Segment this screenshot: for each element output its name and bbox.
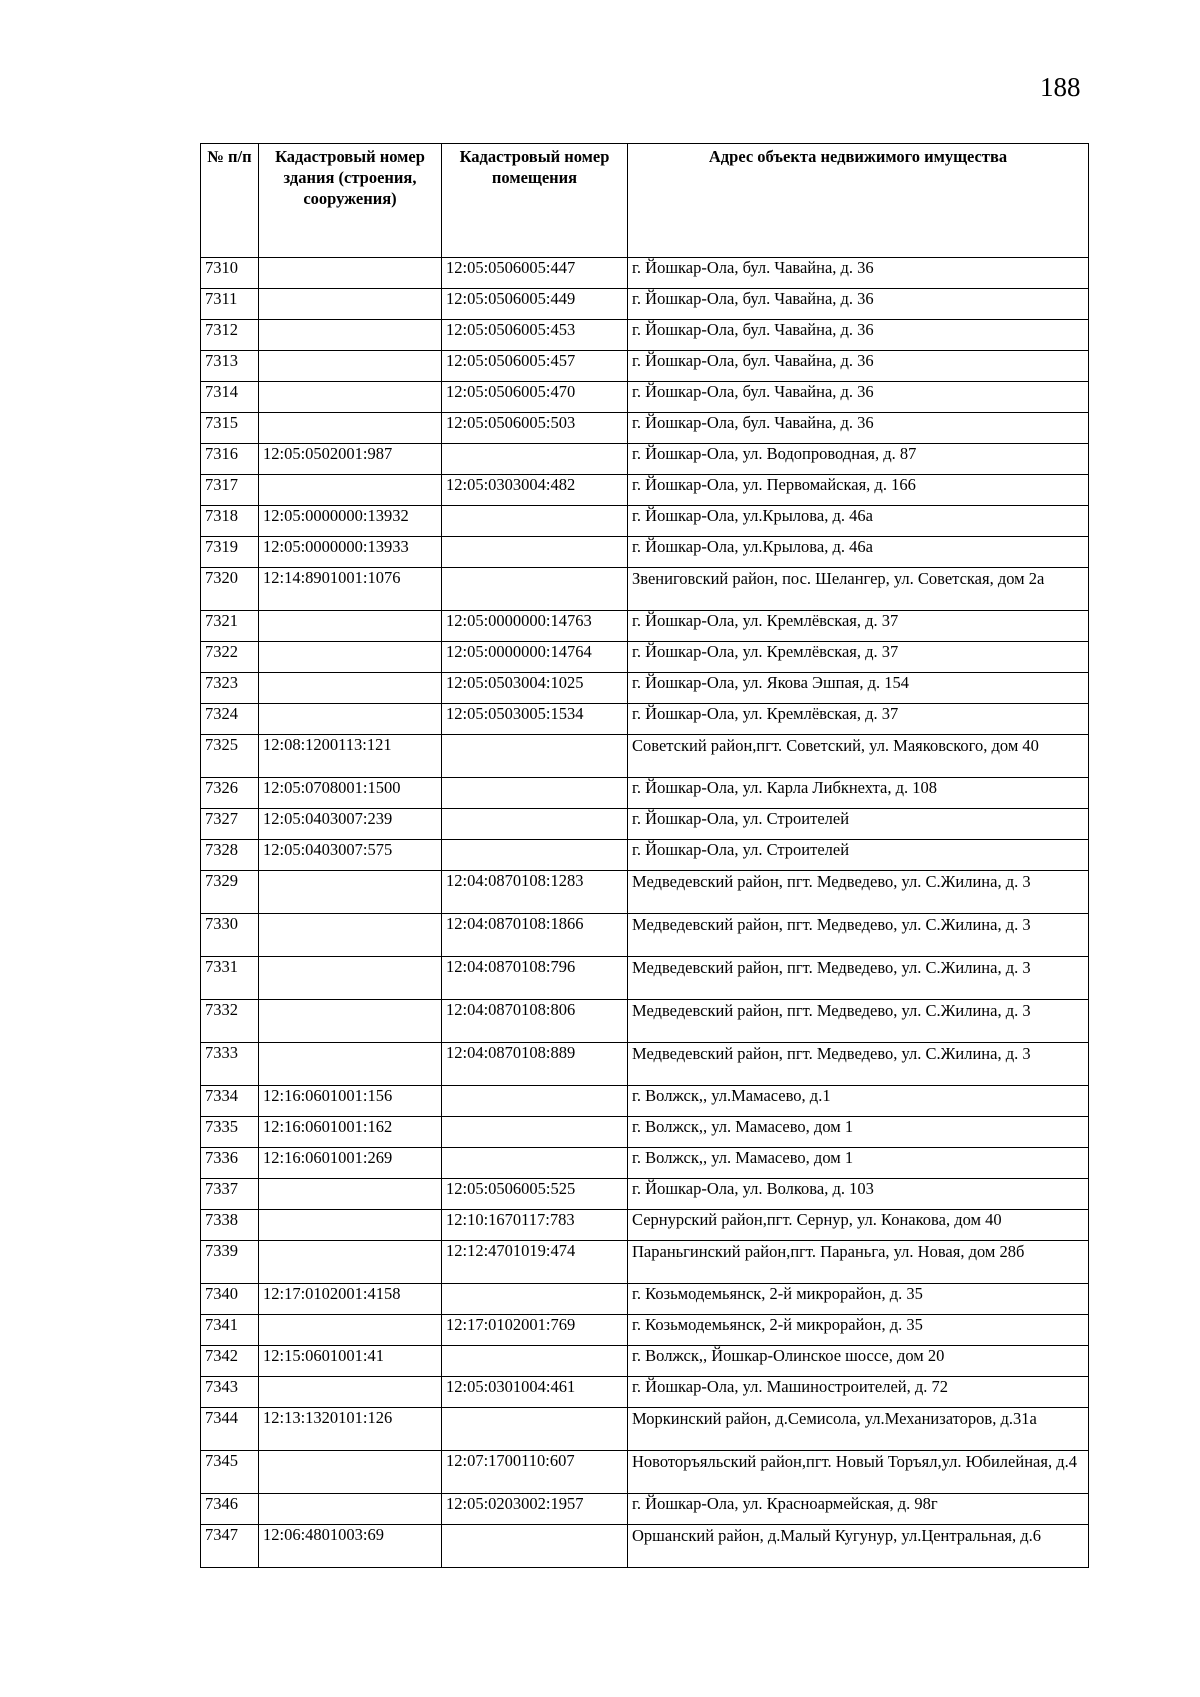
property-address: г. Йошкар-Ола, бул. Чавайна, д. 36 bbox=[628, 289, 1089, 320]
building-cadastral-number: 12:16:0601001:269 bbox=[259, 1148, 442, 1179]
building-cadastral-number: 12:05:0708001:1500 bbox=[259, 778, 442, 809]
property-address: г. Волжск,, ул. Мамасево, дом 1 bbox=[628, 1148, 1089, 1179]
row-number: 7314 bbox=[201, 382, 259, 413]
building-cadastral-number bbox=[259, 413, 442, 444]
property-address: Медведевский район, пгт. Медведево, ул. С.Жилина, д. 3 bbox=[628, 914, 1089, 957]
building-cadastral-number bbox=[259, 1494, 442, 1525]
table-row bbox=[201, 735, 1089, 778]
room-cadastral-number bbox=[442, 568, 628, 611]
table-row bbox=[201, 289, 1089, 320]
room-cadastral-number bbox=[442, 1117, 628, 1148]
table-body bbox=[201, 258, 1089, 1568]
building-cadastral-number bbox=[259, 871, 442, 914]
table-row bbox=[201, 1525, 1089, 1568]
property-address: г. Йошкар-Ола, ул.Крылова, д. 46а bbox=[628, 537, 1089, 568]
building-cadastral-number bbox=[259, 320, 442, 351]
room-cadastral-number bbox=[442, 1284, 628, 1315]
property-address: Медведевский район, пгт. Медведево, ул. С.Жилина, д. 3 bbox=[628, 1000, 1089, 1043]
row-number: 7317 bbox=[201, 475, 259, 506]
room-cadastral-number bbox=[442, 840, 628, 871]
row-number: 7339 bbox=[201, 1241, 259, 1284]
table-row bbox=[201, 642, 1089, 673]
row-number: 7326 bbox=[201, 778, 259, 809]
room-cadastral-number: 12:05:0506005:447 bbox=[442, 258, 628, 289]
building-cadastral-number bbox=[259, 1451, 442, 1494]
row-number: 7312 bbox=[201, 320, 259, 351]
building-cadastral-number: 12:13:1320101:126 bbox=[259, 1408, 442, 1451]
row-number: 7340 bbox=[201, 1284, 259, 1315]
table-row bbox=[201, 1377, 1089, 1408]
room-cadastral-number: 12:17:0102001:769 bbox=[442, 1315, 628, 1346]
property-address: Моркинский район, д.Семисола, ул.Механизаторов, д.31а bbox=[628, 1408, 1089, 1451]
room-cadastral-number: 12:05:0503004:1025 bbox=[442, 673, 628, 704]
table-row bbox=[201, 444, 1089, 475]
row-number: 7333 bbox=[201, 1043, 259, 1086]
table-row bbox=[201, 1408, 1089, 1451]
table-row bbox=[201, 1315, 1089, 1346]
row-number: 7313 bbox=[201, 351, 259, 382]
room-cadastral-number bbox=[442, 1148, 628, 1179]
table-row bbox=[201, 1179, 1089, 1210]
property-address: г. Волжск,, Йошкар-Олинское шоссе, дом 20 bbox=[628, 1346, 1089, 1377]
table-row bbox=[201, 537, 1089, 568]
property-address: г. Йошкар-Ола, ул. Машиностроителей, д. 72 bbox=[628, 1377, 1089, 1408]
row-number: 7343 bbox=[201, 1377, 259, 1408]
room-cadastral-number bbox=[442, 1525, 628, 1568]
building-cadastral-number: 12:16:0601001:162 bbox=[259, 1117, 442, 1148]
building-cadastral-number: 12:05:0502001:987 bbox=[259, 444, 442, 475]
table-row bbox=[201, 506, 1089, 537]
row-number: 7335 bbox=[201, 1117, 259, 1148]
room-cadastral-number: 12:05:0000000:14764 bbox=[442, 642, 628, 673]
property-address: г. Йошкар-Ола, ул. Кремлёвская, д. 37 bbox=[628, 611, 1089, 642]
property-address: г. Волжск,, ул.Мамасево, д.1 bbox=[628, 1086, 1089, 1117]
row-number: 7336 bbox=[201, 1148, 259, 1179]
table-row bbox=[201, 1000, 1089, 1043]
table-row bbox=[201, 957, 1089, 1000]
building-cadastral-number: 12:05:0000000:13932 bbox=[259, 506, 442, 537]
property-address: Медведевский район, пгт. Медведево, ул. С.Жилина, д. 3 bbox=[628, 871, 1089, 914]
row-number: 7330 bbox=[201, 914, 259, 957]
row-number: 7341 bbox=[201, 1315, 259, 1346]
table-row bbox=[201, 1117, 1089, 1148]
row-number: 7347 bbox=[201, 1525, 259, 1568]
row-number: 7323 bbox=[201, 673, 259, 704]
row-number: 7329 bbox=[201, 871, 259, 914]
room-cadastral-number: 12:05:0303004:482 bbox=[442, 475, 628, 506]
room-cadastral-number bbox=[442, 537, 628, 568]
room-cadastral-number: 12:05:0506005:525 bbox=[442, 1179, 628, 1210]
building-cadastral-number: 12:15:0601001:41 bbox=[259, 1346, 442, 1377]
property-address: Параньгинский район,пгт. Параньга, ул. Новая, дом 28б bbox=[628, 1241, 1089, 1284]
building-cadastral-number bbox=[259, 258, 442, 289]
building-cadastral-number bbox=[259, 1315, 442, 1346]
building-cadastral-number: 12:05:0403007:575 bbox=[259, 840, 442, 871]
property-address: Медведевский район, пгт. Медведево, ул. С.Жилина, д. 3 bbox=[628, 1043, 1089, 1086]
room-cadastral-number: 12:04:0870108:1283 bbox=[442, 871, 628, 914]
header-num: № п/п bbox=[201, 144, 259, 258]
property-address: г. Йошкар-Ола, ул. Первомайская, д. 166 bbox=[628, 475, 1089, 506]
row-number: 7319 bbox=[201, 537, 259, 568]
table-row bbox=[201, 413, 1089, 444]
property-address: г. Йошкар-Ола, бул. Чавайна, д. 36 bbox=[628, 351, 1089, 382]
registry-table bbox=[200, 143, 1089, 1568]
table-row bbox=[201, 1210, 1089, 1241]
row-number: 7346 bbox=[201, 1494, 259, 1525]
table-row bbox=[201, 778, 1089, 809]
building-cadastral-number bbox=[259, 351, 442, 382]
room-cadastral-number: 12:05:0506005:503 bbox=[442, 413, 628, 444]
room-cadastral-number bbox=[442, 1086, 628, 1117]
table-row bbox=[201, 1284, 1089, 1315]
building-cadastral-number bbox=[259, 957, 442, 1000]
table-row bbox=[201, 351, 1089, 382]
room-cadastral-number bbox=[442, 506, 628, 537]
table-header-row bbox=[201, 144, 1089, 258]
table-row bbox=[201, 1086, 1089, 1117]
table-row bbox=[201, 809, 1089, 840]
table-row bbox=[201, 1241, 1089, 1284]
room-cadastral-number: 12:05:0506005:470 bbox=[442, 382, 628, 413]
building-cadastral-number bbox=[259, 704, 442, 735]
header-address: Адрес объекта недвижимого имущества bbox=[628, 144, 1089, 258]
building-cadastral-number bbox=[259, 1179, 442, 1210]
room-cadastral-number bbox=[442, 809, 628, 840]
table-row bbox=[201, 1346, 1089, 1377]
row-number: 7338 bbox=[201, 1210, 259, 1241]
building-cadastral-number: 12:06:4801003:69 bbox=[259, 1525, 442, 1568]
row-number: 7320 bbox=[201, 568, 259, 611]
table-row bbox=[201, 840, 1089, 871]
table-row bbox=[201, 871, 1089, 914]
property-address: г. Йошкар-Ола, бул. Чавайна, д. 36 bbox=[628, 382, 1089, 413]
property-address: Сернурский район,пгт. Сернур, ул. Конакова, дом 40 bbox=[628, 1210, 1089, 1241]
table-row bbox=[201, 382, 1089, 413]
property-address: г. Йошкар-Ола, ул. Строителей bbox=[628, 809, 1089, 840]
property-address: г. Йошкар-Ола, ул. Строителей bbox=[628, 840, 1089, 871]
property-address: г. Йошкар-Ола, бул. Чавайна, д. 36 bbox=[628, 258, 1089, 289]
building-cadastral-number bbox=[259, 382, 442, 413]
room-cadastral-number: 12:05:0506005:453 bbox=[442, 320, 628, 351]
building-cadastral-number bbox=[259, 475, 442, 506]
building-cadastral-number bbox=[259, 289, 442, 320]
property-address: Советский район,пгт. Советский, ул. Маяковского, дом 40 bbox=[628, 735, 1089, 778]
table-row bbox=[201, 258, 1089, 289]
building-cadastral-number bbox=[259, 1377, 442, 1408]
row-number: 7337 bbox=[201, 1179, 259, 1210]
row-number: 7316 bbox=[201, 444, 259, 475]
room-cadastral-number: 12:05:0503005:1534 bbox=[442, 704, 628, 735]
room-cadastral-number: 12:07:1700110:607 bbox=[442, 1451, 628, 1494]
property-address: г. Йошкар-Ола, бул. Чавайна, д. 36 bbox=[628, 413, 1089, 444]
table-row bbox=[201, 1043, 1089, 1086]
table-row bbox=[201, 1451, 1089, 1494]
room-cadastral-number bbox=[442, 444, 628, 475]
property-address: г. Йошкар-Ола, ул. Волкова, д. 103 bbox=[628, 1179, 1089, 1210]
building-cadastral-number: 12:08:1200113:121 bbox=[259, 735, 442, 778]
row-number: 7324 bbox=[201, 704, 259, 735]
row-number: 7315 bbox=[201, 413, 259, 444]
building-cadastral-number bbox=[259, 1210, 442, 1241]
room-cadastral-number: 12:05:0506005:457 bbox=[442, 351, 628, 382]
building-cadastral-number bbox=[259, 1043, 442, 1086]
building-cadastral-number bbox=[259, 1241, 442, 1284]
table-row bbox=[201, 1494, 1089, 1525]
row-number: 7322 bbox=[201, 642, 259, 673]
building-cadastral-number: 12:05:0000000:13933 bbox=[259, 537, 442, 568]
row-number: 7345 bbox=[201, 1451, 259, 1494]
row-number: 7310 bbox=[201, 258, 259, 289]
property-address: г. Козьмодемьянск, 2-й микрорайон, д. 35 bbox=[628, 1315, 1089, 1346]
page-number: 188 bbox=[1040, 72, 1081, 102]
table-row bbox=[201, 1148, 1089, 1179]
room-cadastral-number bbox=[442, 1346, 628, 1377]
room-cadastral-number: 12:04:0870108:1866 bbox=[442, 914, 628, 957]
property-address: г. Йошкар-Ола, ул. Якова Эшпая, д. 154 bbox=[628, 673, 1089, 704]
room-cadastral-number: 12:05:0506005:449 bbox=[442, 289, 628, 320]
row-number: 7342 bbox=[201, 1346, 259, 1377]
property-address: г. Йошкар-Ола, ул. Красноармейская, д. 98г bbox=[628, 1494, 1089, 1525]
room-cadastral-number bbox=[442, 735, 628, 778]
table-row bbox=[201, 673, 1089, 704]
property-address: Оршанский район, д.Малый Кугунур, ул.Центральная, д.6 bbox=[628, 1525, 1089, 1568]
room-cadastral-number bbox=[442, 778, 628, 809]
table-row bbox=[201, 568, 1089, 611]
building-cadastral-number bbox=[259, 642, 442, 673]
row-number: 7327 bbox=[201, 809, 259, 840]
property-address: г. Йошкар-Ола, бул. Чавайна, д. 36 bbox=[628, 320, 1089, 351]
property-address: г. Йошкар-Ола, ул.Крылова, д. 46а bbox=[628, 506, 1089, 537]
property-address: Медведевский район, пгт. Медведево, ул. С.Жилина, д. 3 bbox=[628, 957, 1089, 1000]
property-address: г. Йошкар-Ола, ул. Кремлёвская, д. 37 bbox=[628, 704, 1089, 735]
room-cadastral-number: 12:12:4701019:474 bbox=[442, 1241, 628, 1284]
room-cadastral-number: 12:04:0870108:889 bbox=[442, 1043, 628, 1086]
room-cadastral-number: 12:04:0870108:806 bbox=[442, 1000, 628, 1043]
row-number: 7332 bbox=[201, 1000, 259, 1043]
building-cadastral-number bbox=[259, 914, 442, 957]
row-number: 7321 bbox=[201, 611, 259, 642]
property-address: г. Йошкар-Ола, ул. Кремлёвская, д. 37 bbox=[628, 642, 1089, 673]
property-address: г. Козьмодемьянск, 2-й микрорайон, д. 35 bbox=[628, 1284, 1089, 1315]
table-row bbox=[201, 704, 1089, 735]
header-room-cadastral: Кадастровый номер помещения bbox=[442, 144, 628, 258]
property-address: Новоторъяльский район,пгт. Новый Торъял,ул. Юбилейная, д.4 bbox=[628, 1451, 1089, 1494]
table-row bbox=[201, 320, 1089, 351]
room-cadastral-number: 12:04:0870108:796 bbox=[442, 957, 628, 1000]
property-address: г. Йошкар-Ола, ул. Водопроводная, д. 87 bbox=[628, 444, 1089, 475]
table-row bbox=[201, 611, 1089, 642]
row-number: 7334 bbox=[201, 1086, 259, 1117]
building-cadastral-number: 12:14:8901001:1076 bbox=[259, 568, 442, 611]
row-number: 7328 bbox=[201, 840, 259, 871]
row-number: 7331 bbox=[201, 957, 259, 1000]
room-cadastral-number: 12:05:0203002:1957 bbox=[442, 1494, 628, 1525]
room-cadastral-number: 12:05:0000000:14763 bbox=[442, 611, 628, 642]
building-cadastral-number bbox=[259, 1000, 442, 1043]
room-cadastral-number: 12:10:1670117:783 bbox=[442, 1210, 628, 1241]
building-cadastral-number: 12:16:0601001:156 bbox=[259, 1086, 442, 1117]
building-cadastral-number bbox=[259, 673, 442, 704]
row-number: 7311 bbox=[201, 289, 259, 320]
building-cadastral-number bbox=[259, 611, 442, 642]
table-row bbox=[201, 914, 1089, 957]
row-number: 7318 bbox=[201, 506, 259, 537]
row-number: 7344 bbox=[201, 1408, 259, 1451]
room-cadastral-number: 12:05:0301004:461 bbox=[442, 1377, 628, 1408]
property-address: Звениговский район, пос. Шелангер, ул. Советская, дом 2а bbox=[628, 568, 1089, 611]
row-number: 7325 bbox=[201, 735, 259, 778]
property-address: г. Йошкар-Ола, ул. Карла Либкнехта, д. 108 bbox=[628, 778, 1089, 809]
table-row bbox=[201, 475, 1089, 506]
building-cadastral-number: 12:05:0403007:239 bbox=[259, 809, 442, 840]
property-address: г. Волжск,, ул. Мамасево, дом 1 bbox=[628, 1117, 1089, 1148]
building-cadastral-number: 12:17:0102001:4158 bbox=[259, 1284, 442, 1315]
header-building-cadastral: Кадастровый номер здания (строения, сооружения) bbox=[259, 144, 442, 258]
room-cadastral-number bbox=[442, 1408, 628, 1451]
